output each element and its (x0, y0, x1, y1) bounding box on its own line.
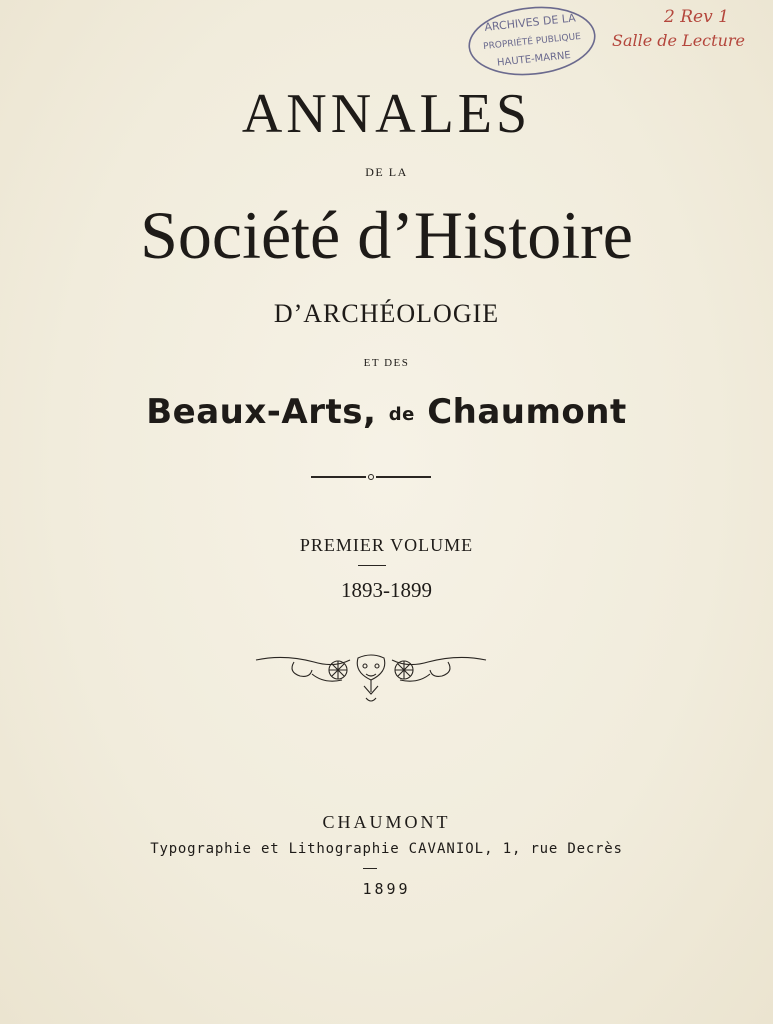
title-de: de (388, 404, 415, 425)
printer-prefix: Typographie et Lithographie (150, 841, 400, 857)
title-chaumont-name: Chaumont (427, 392, 627, 432)
volume-years: 1893-1899 (341, 578, 432, 602)
imprint-date: 1899 (362, 880, 411, 898)
title-societe: Société d’Histoire (140, 197, 633, 273)
printer-address: 1, rue Decrès (502, 841, 623, 857)
volume-divider (358, 565, 386, 566)
title-de-la: DE LA (365, 165, 408, 179)
decorative-rule (311, 472, 431, 482)
printer-name: CAVANIOL, (408, 841, 494, 857)
stamp-line-3: HAUTE-MARNE (496, 50, 572, 69)
handwritten-location: Salle de Lecture (612, 31, 745, 50)
handwritten-shelfmark: 2 Rev 1 (664, 7, 729, 27)
stamp-line-1: ARCHIVES DE LA (483, 11, 577, 34)
title-archeologie: D’ARCHÉOLOGIE (273, 299, 500, 328)
title-beaux-arts: Beaux-Arts, (146, 392, 377, 432)
imprint-printer (0, 841, 773, 857)
stamp-line-2: PROPRIÉTÉ PUBLIQUE (482, 31, 582, 53)
stamp-oval (466, 4, 598, 78)
archive-stamp (466, 4, 598, 78)
title-beaux-arts-line (0, 392, 773, 432)
floral-ornament (254, 650, 488, 708)
imprint-divider (363, 868, 377, 869)
title-et-des: ET DES (363, 357, 410, 369)
title-annales: ANNALES (241, 83, 532, 145)
imprint-city: CHAUMONT (322, 812, 451, 832)
volume-label: PREMIER VOLUME (299, 535, 474, 555)
